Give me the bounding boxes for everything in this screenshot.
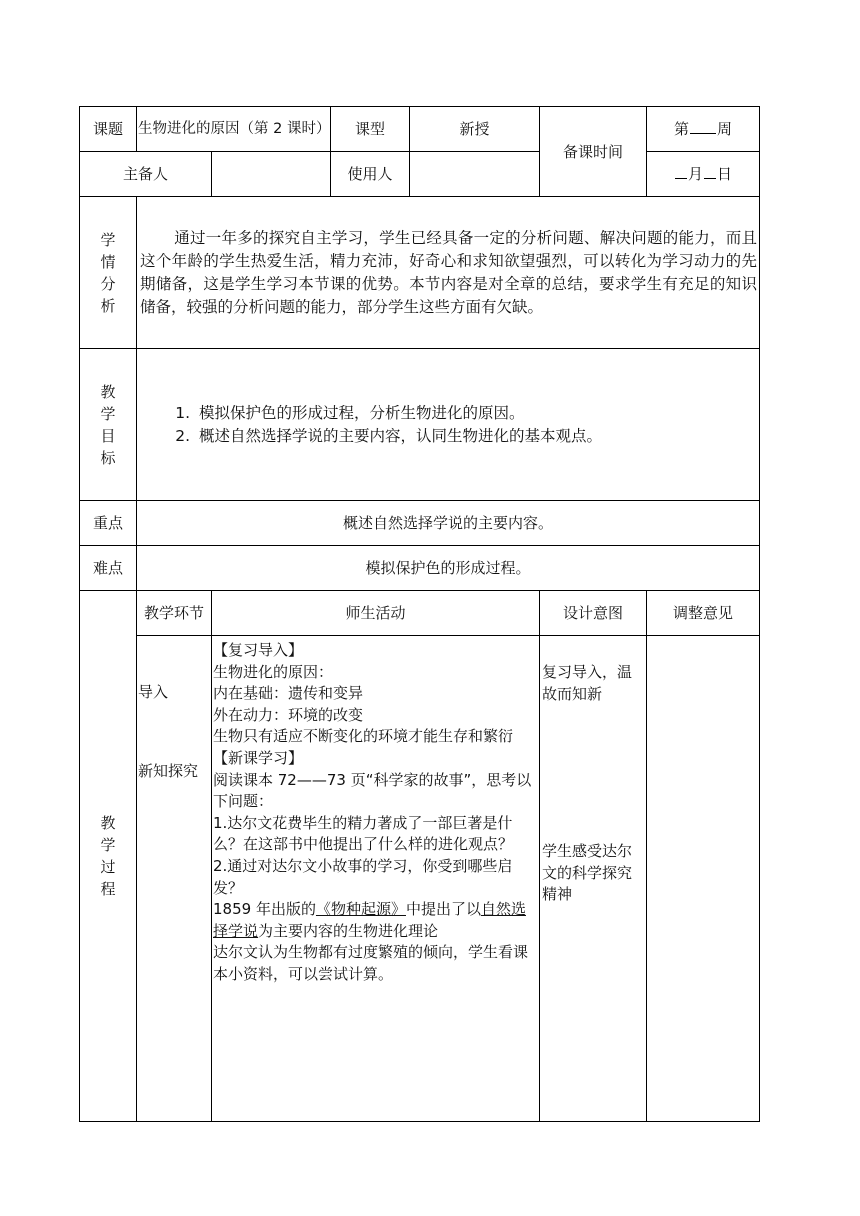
new-heading: 【新课学习】 [213, 748, 304, 767]
col-header-activity: 师生活动 [212, 591, 540, 636]
difficulty-text: 模拟保护色的形成过程。 [137, 546, 760, 591]
origin-book: 《物种起源》 [315, 900, 406, 919]
review-line: 生物只有适应不断变化的环境才能生存和繁衍 [213, 727, 514, 746]
analysis-cell [137, 197, 760, 349]
closing-line: 达尔文认为生物都有过度繁殖的倾向，学生看课本小资料，可以尝试计算。 [213, 943, 529, 983]
col-header-intent: 设计意图 [540, 591, 647, 636]
lead-preparer-label: 主备人 [80, 152, 212, 197]
goal-item: 2. 概述自然选择学说的主要内容，认同生物进化的基本观点。 [195, 425, 759, 448]
user-value [410, 152, 540, 197]
stage-intro: 导入 [138, 683, 169, 701]
col-header-adjustment: 调整意见 [647, 591, 760, 636]
intent-review: 复习导入，温故而知新 [542, 663, 633, 703]
stage-cell [137, 636, 212, 1122]
lead-preparer-value [212, 152, 331, 197]
key-point-label: 重点 [80, 501, 137, 546]
activity-content [212, 636, 539, 986]
user-label: 使用人 [331, 152, 410, 197]
analysis-text-block [137, 227, 759, 319]
new-line: 阅读课本 72——73 页“科学家的故事”，思考以下问题： [213, 770, 532, 811]
goals-list [137, 402, 759, 448]
intent-cell [540, 636, 647, 1122]
analysis-text: 通过一年多的探究自主学习，学生已经具备一定的分析问题、解决问题的能力，而且这个年龄的学生热爱生活，精力充沛，好奇心和求知欲望强烈，可以转化为学习动力的先期储备，这是学生学习本节课的优势。本节内容是对全章的总结，要求学生有充足的知识储备，较强的分析问题的能力，部分学生这些方面有欠缺。 [140, 229, 758, 316]
type-label: 课型 [331, 107, 410, 152]
date-field [647, 152, 760, 197]
week-blank [690, 119, 716, 134]
review-line: 内在基础：遗传和变异 [213, 684, 364, 703]
activity-cell [212, 636, 540, 1122]
adjustment-cell [647, 636, 760, 1122]
week-field [647, 107, 760, 152]
week-prefix: 第 [674, 120, 690, 138]
prep-time-label: 备课时间 [540, 107, 647, 197]
day-suffix: 日 [717, 165, 733, 183]
topic-value: 生物进化的原因（第 2 课时） [137, 107, 331, 152]
col-header-stage: 教学环节 [137, 591, 212, 636]
analysis-label: 学 情 分 析 [80, 197, 137, 349]
intent-darwin: 学生感受达尔文的科学探究精神 [542, 842, 633, 904]
origin-theory: 自然选择学说 [213, 900, 526, 940]
month-suffix: 月 [688, 165, 704, 183]
question-2: 2.通过对达尔文小故事的学习，你受到哪些启发？ [213, 856, 513, 897]
week-suffix: 周 [717, 120, 733, 138]
goals-label: 教 学 目 标 [80, 349, 137, 501]
month-blank [675, 164, 687, 179]
process-label: 教 学 过 程 [80, 591, 137, 1122]
day-blank [704, 164, 716, 179]
difficulty-label: 难点 [80, 546, 137, 591]
lesson-plan-table [79, 106, 760, 1122]
type-value: 新授 [410, 107, 540, 152]
review-line: 生物进化的原因： [213, 662, 334, 681]
goals-cell [137, 349, 760, 501]
goal-item: 1. 模拟保护色的形成过程，分析生物进化的原因。 [195, 402, 759, 425]
origin-sentence: 1859 年出版的《物种起源》中提出了以自然选择学说为主要内容的生物进化理论 [213, 900, 526, 940]
stage-new-knowledge: 新知探究 [138, 762, 199, 780]
question-1: 1.达尔文花费毕生的精力著成了一部巨著是什么？在这部书中他提出了什么样的进化观点？ [213, 813, 514, 854]
review-line: 外在动力：环境的改变 [213, 705, 364, 724]
key-point-text: 概述自然选择学说的主要内容。 [137, 501, 760, 546]
topic-label: 课题 [80, 107, 137, 152]
review-heading: 【复习导入】 [213, 641, 304, 659]
